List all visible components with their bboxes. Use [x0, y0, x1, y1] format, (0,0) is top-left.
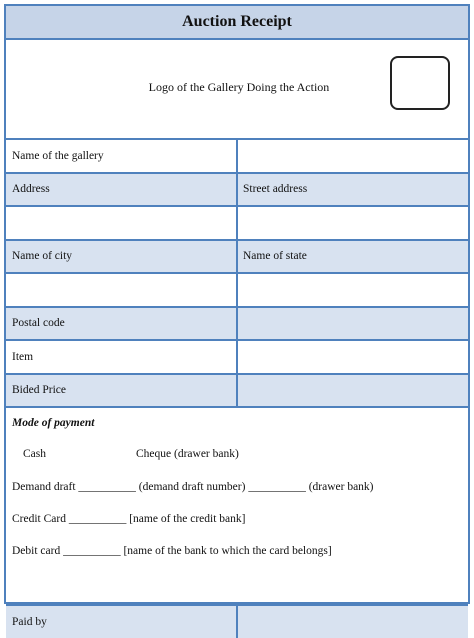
label-street-address: Street address [243, 183, 308, 196]
label-postal-code: Postal code [6, 308, 238, 340]
payment-option-credit-card[interactable]: Credit Card __________ [name of the credit bank] [12, 513, 246, 525]
field-item[interactable] [238, 341, 468, 373]
payment-heading: Mode of payment [12, 417, 95, 429]
row-paid-by [6, 606, 468, 638]
row-gallery-name [6, 140, 468, 174]
field-paid-by[interactable] [238, 606, 468, 638]
payment-section [6, 408, 468, 606]
payment-option-demand-draft[interactable]: Demand draft __________ (demand draft number) __________ (drawer bank) [12, 481, 374, 493]
row-address-values [6, 207, 468, 241]
row-item [6, 341, 468, 375]
row-city-state [6, 241, 468, 275]
field-street-address[interactable] [238, 207, 468, 239]
field-address[interactable] [6, 207, 238, 239]
row-address [6, 174, 468, 208]
label-city: Name of city [6, 241, 238, 273]
auction-receipt-form [4, 4, 470, 628]
field-postal-code[interactable] [238, 308, 468, 340]
label-paid-by: Paid by [6, 606, 238, 638]
form-title: Auction Receipt [6, 6, 468, 40]
logo-section [6, 40, 468, 140]
row-city-state-values [6, 274, 468, 308]
payment-option-cash[interactable]: Cash [23, 448, 46, 460]
label-bided-price: Bided Price [6, 375, 238, 407]
label-address: Address [6, 174, 238, 206]
label-state: Name of state [243, 250, 307, 263]
field-bided-price[interactable] [238, 375, 468, 407]
field-state[interactable] [238, 274, 468, 306]
logo-placeholder-box [390, 56, 450, 110]
field-city[interactable] [6, 274, 238, 306]
label-gallery-name: Name of the gallery [6, 140, 238, 172]
row-postal-code [6, 308, 468, 342]
payment-option-debit-card[interactable]: Debit card __________ [name of the bank to which the card belongs] [12, 545, 332, 557]
label-item: Item [6, 341, 238, 373]
payment-option-cheque[interactable]: Cheque (drawer bank) [136, 448, 239, 460]
field-gallery-name[interactable] [238, 140, 468, 172]
logo-caption: Logo of the Gallery Doing the Action [148, 80, 330, 94]
row-bided-price [6, 375, 468, 409]
